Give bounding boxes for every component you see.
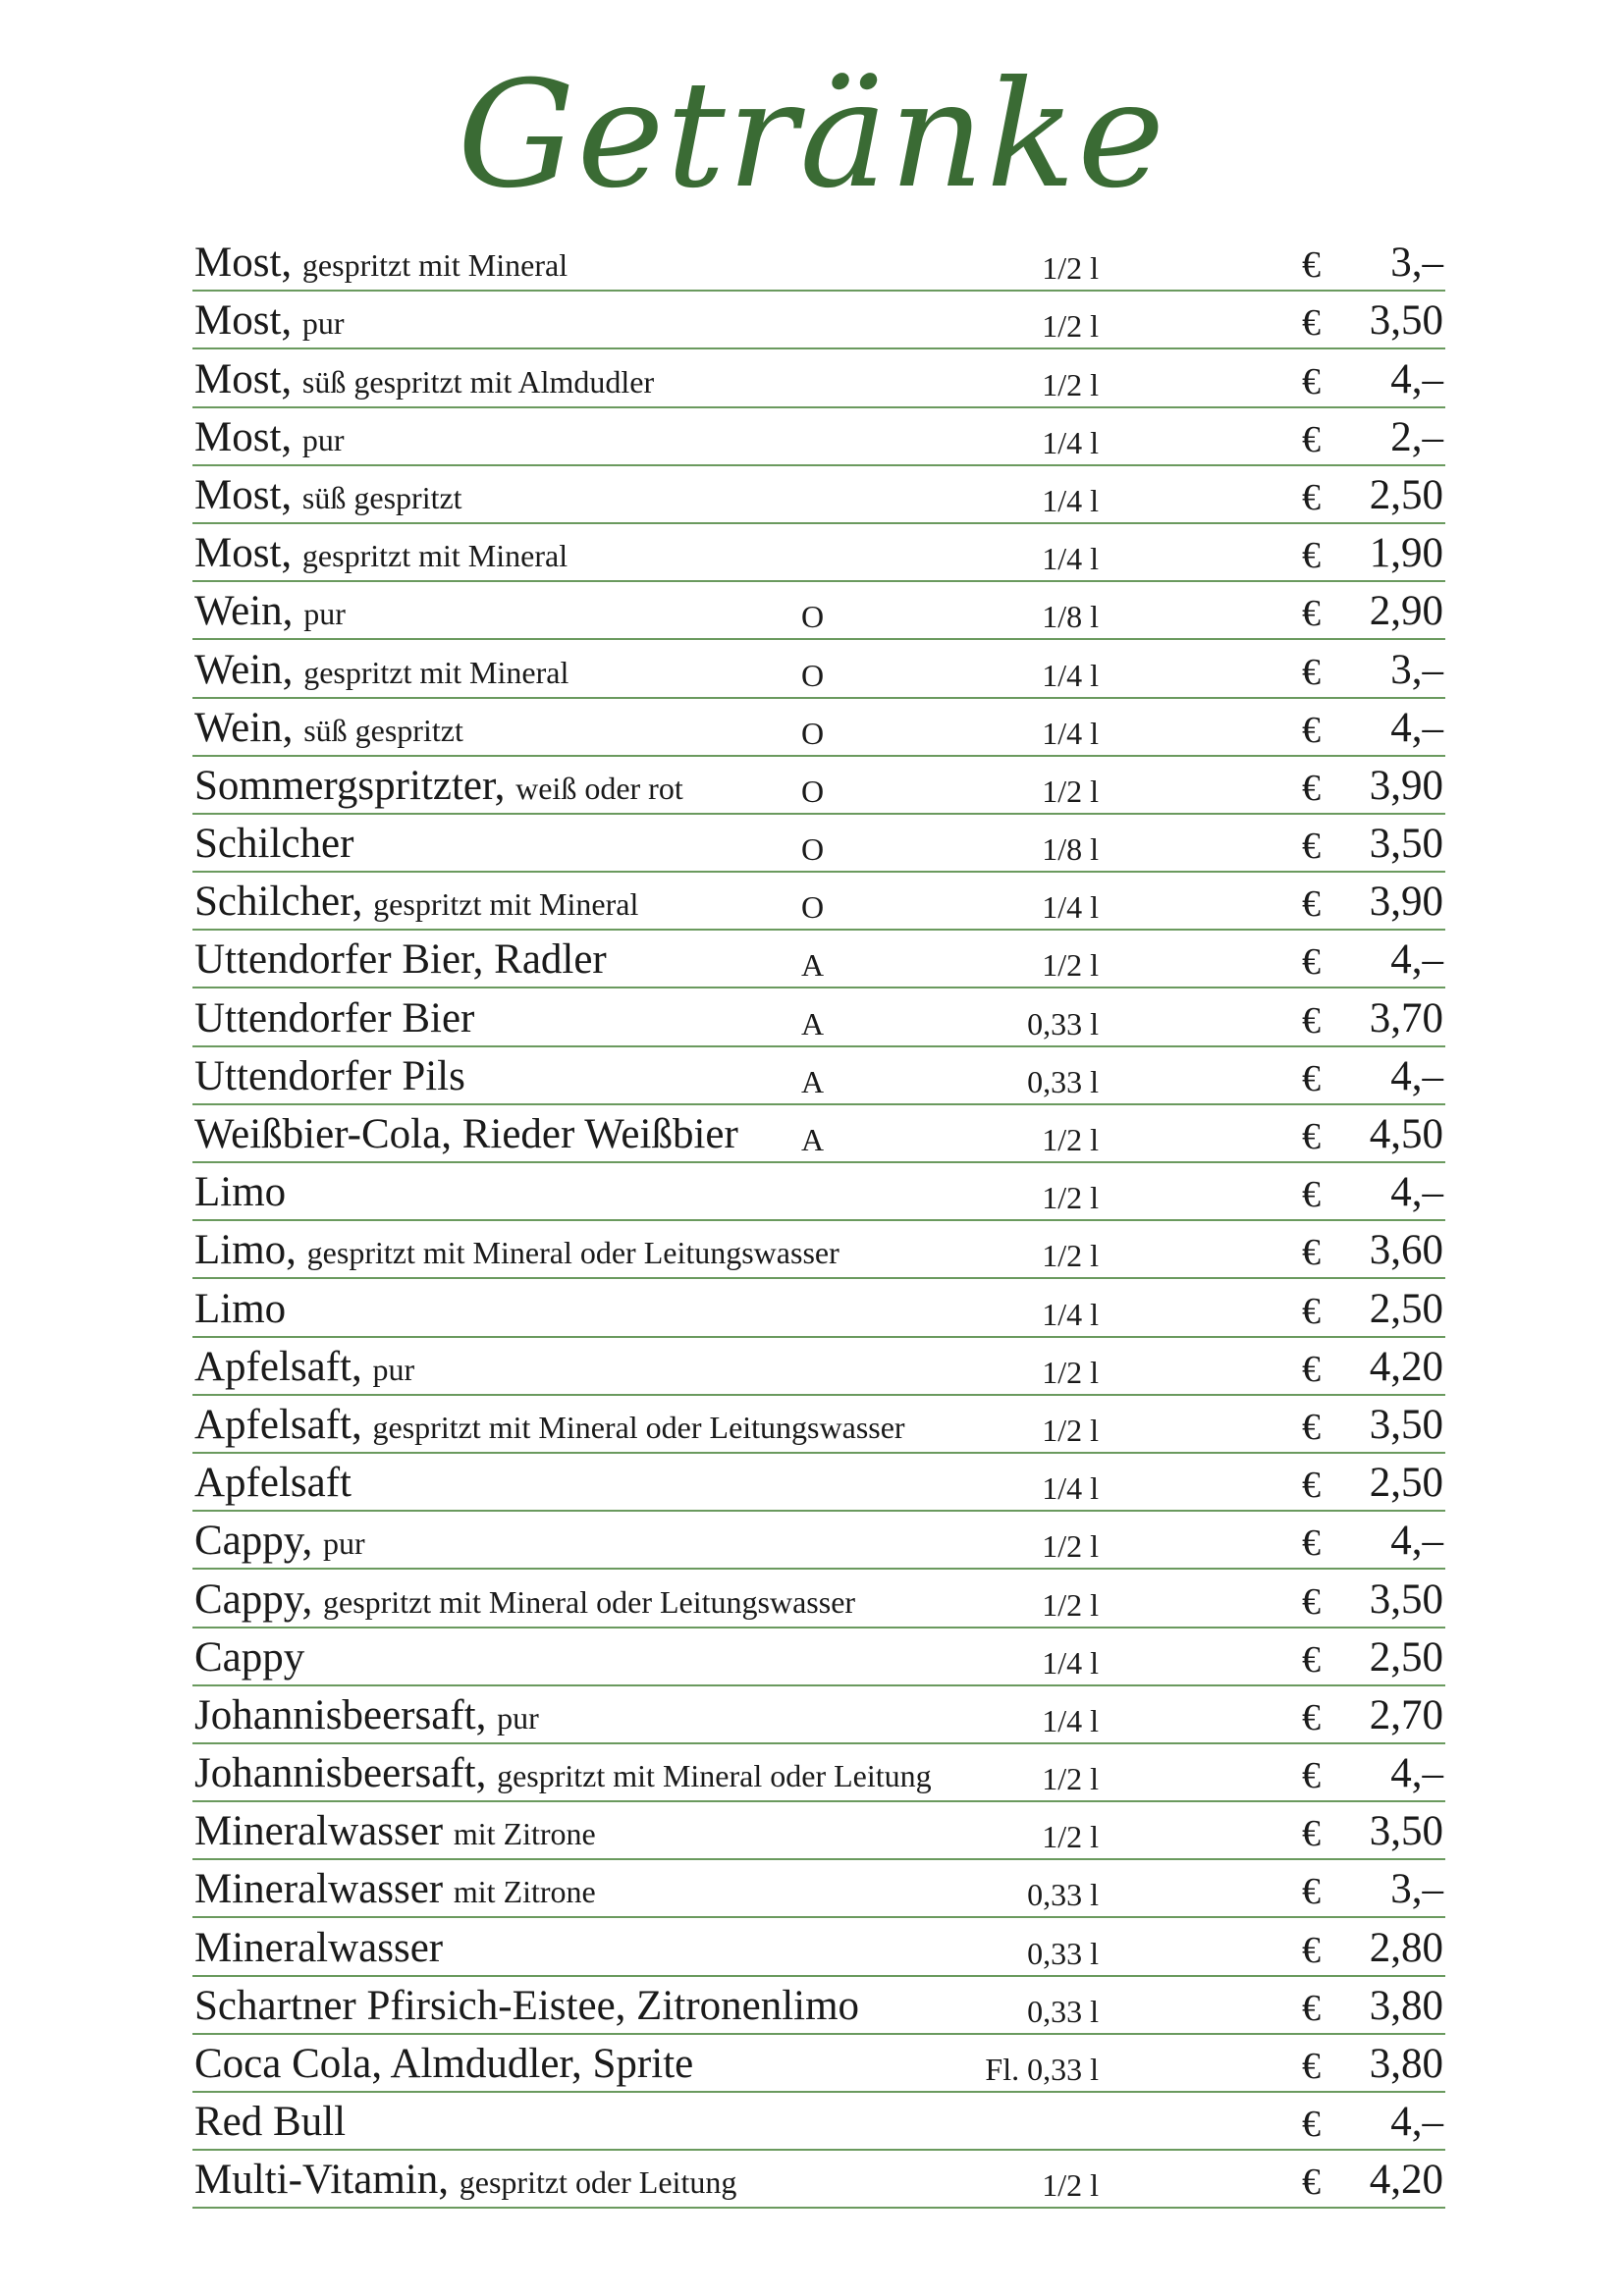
item-name-cell xyxy=(194,1460,352,1507)
item-category-mark: O xyxy=(801,773,825,809)
currency-symbol: € xyxy=(1302,1987,1321,2029)
menu-row xyxy=(192,1105,1445,1163)
item-price: 2,50 xyxy=(1369,1460,1443,1507)
item-name-cell xyxy=(194,1691,539,1738)
item-price: 2,50 xyxy=(1369,1285,1443,1332)
item-description: süß gespritzt xyxy=(301,479,462,515)
item-name-cell xyxy=(194,1750,932,1797)
item-price: 3,70 xyxy=(1369,994,1443,1041)
item-price: 4,– xyxy=(1390,1518,1443,1565)
item-size: 1/2 l xyxy=(1042,773,1099,809)
item-name-cell xyxy=(194,821,354,868)
item-size: 1/2 l xyxy=(1042,1528,1099,1565)
item-name: Wein, xyxy=(194,646,294,693)
menu-row xyxy=(192,640,1445,698)
item-name: Mineralwasser xyxy=(194,1924,444,1971)
item-name: Apfelsaft xyxy=(194,1460,352,1507)
menu-row xyxy=(192,1512,1445,1570)
currency-symbol: € xyxy=(1302,1057,1321,1099)
item-name: Mineralwasser xyxy=(194,1866,444,1913)
item-name-cell xyxy=(194,355,655,402)
item-price: 4,– xyxy=(1390,936,1443,984)
item-name-cell xyxy=(194,588,346,635)
menu-row xyxy=(192,2151,1445,2209)
currency-symbol: € xyxy=(1302,1871,1321,1913)
item-description: pur xyxy=(497,1699,539,1735)
menu-row xyxy=(192,1396,1445,1454)
menu-row xyxy=(192,524,1445,582)
menu-row xyxy=(192,815,1445,873)
item-name-cell xyxy=(194,530,568,577)
item-price: 2,– xyxy=(1390,413,1443,460)
item-price: 3,50 xyxy=(1369,1575,1443,1623)
item-description: pur xyxy=(322,1525,365,1562)
currency-symbol: € xyxy=(1302,302,1321,345)
currency-symbol: € xyxy=(1302,418,1321,460)
item-name-cell xyxy=(194,1169,287,1216)
menu-row xyxy=(192,234,1445,292)
item-price: 3,– xyxy=(1390,1866,1443,1913)
item-size: 1/4 l xyxy=(1042,541,1099,577)
item-price: 4,– xyxy=(1390,1169,1443,1216)
currency-symbol: € xyxy=(1302,535,1321,577)
item-size: 1/4 l xyxy=(1042,1702,1099,1738)
menu-title: Getränke xyxy=(457,50,1167,221)
currency-symbol: € xyxy=(1302,1755,1321,1797)
currency-symbol: € xyxy=(1302,826,1321,868)
currency-symbol: € xyxy=(1302,1813,1321,1855)
menu-row xyxy=(192,582,1445,640)
item-description: gespritzt mit Mineral xyxy=(301,538,568,574)
item-size: 0,33 l xyxy=(1027,1005,1099,1041)
item-description: gespritzt mit Mineral xyxy=(303,654,569,690)
item-size: 1/2 l xyxy=(1042,366,1099,402)
menu-row xyxy=(192,1744,1445,1802)
item-name: Most, xyxy=(194,355,293,402)
item-name-cell xyxy=(194,1633,305,1681)
menu-row xyxy=(192,349,1445,407)
menu-row xyxy=(192,466,1445,524)
menu-row xyxy=(192,292,1445,349)
item-name: Most, xyxy=(194,297,293,345)
currency-symbol: € xyxy=(1302,999,1321,1041)
item-description: süß gespritzt xyxy=(303,712,463,748)
menu-row xyxy=(192,1570,1445,1628)
currency-symbol: € xyxy=(1302,244,1321,287)
currency-symbol: € xyxy=(1302,941,1321,984)
item-size: 1/2 l xyxy=(1042,1122,1099,1157)
item-name: Uttendorfer Bier xyxy=(194,994,475,1041)
currency-symbol: € xyxy=(1302,2104,1321,2146)
item-size: 1/2 l xyxy=(1042,1354,1099,1390)
currency-symbol: € xyxy=(1302,1232,1321,1274)
item-name: Uttendorfer Bier, Radler xyxy=(194,936,607,984)
item-description: gespritzt mit Mineral oder Leitungswasser xyxy=(306,1235,839,1271)
item-description: gespritzt mit Mineral xyxy=(301,247,568,284)
item-name-cell xyxy=(194,2043,693,2085)
currency-symbol: € xyxy=(1302,1929,1321,1971)
item-name: Apfelsaft, xyxy=(194,1401,362,1448)
menu-row xyxy=(192,1221,1445,1279)
item-category-mark: A xyxy=(801,1122,825,1157)
item-category-mark: A xyxy=(801,947,825,984)
item-name-cell xyxy=(194,1866,596,1913)
item-description: pur xyxy=(303,596,346,632)
item-name: Johannisbeersaft, xyxy=(194,1750,487,1797)
item-name: Schartner Pfirsich-Eistee, Zitronenlimo xyxy=(194,1982,860,2029)
item-category-mark: O xyxy=(801,715,825,751)
currency-symbol: € xyxy=(1302,1638,1321,1681)
item-description: weiß oder rot xyxy=(515,770,683,806)
item-price: 3,80 xyxy=(1369,2041,1443,2087)
item-size: 1/4 l xyxy=(1042,657,1099,693)
item-category-mark: O xyxy=(801,657,825,693)
item-size: 1/2 l xyxy=(1042,308,1099,345)
item-price: 3,90 xyxy=(1369,879,1443,926)
item-category-mark: O xyxy=(801,889,825,926)
item-price: 3,– xyxy=(1390,646,1443,693)
currency-symbol: € xyxy=(1302,651,1321,693)
item-size: 1/2 l xyxy=(1042,947,1099,984)
item-name-cell xyxy=(194,1113,738,1155)
item-size: 0,33 l xyxy=(1027,1935,1099,1971)
currency-symbol: € xyxy=(1302,883,1321,926)
item-name-cell xyxy=(194,240,568,287)
item-description: gespritzt mit Mineral oder Leitungswasser xyxy=(372,1409,905,1445)
currency-symbol: € xyxy=(1302,1580,1321,1623)
item-name-cell xyxy=(194,1285,287,1332)
item-name-cell xyxy=(194,471,462,518)
currency-symbol: € xyxy=(1302,1348,1321,1390)
item-price: 4,– xyxy=(1390,355,1443,402)
item-description: mit Zitrone xyxy=(453,1816,596,1852)
item-name: Coca Cola, Almdudler, Sprite xyxy=(194,2041,694,2087)
item-price: 2,50 xyxy=(1369,1633,1443,1681)
item-name-cell xyxy=(194,1808,596,1855)
item-price: 3,90 xyxy=(1369,762,1443,809)
item-name-cell xyxy=(194,2157,737,2204)
item-category-mark: A xyxy=(801,1005,825,1041)
item-size: 0,33 l xyxy=(1027,1877,1099,1913)
currency-symbol: € xyxy=(1302,1290,1321,1332)
menu-row xyxy=(192,1918,1445,1976)
item-price: 3,– xyxy=(1390,240,1443,287)
item-price: 2,80 xyxy=(1369,1924,1443,1971)
item-description: gespritzt mit Mineral oder Leitung xyxy=(497,1758,932,1794)
item-name-cell xyxy=(194,762,683,809)
item-price: 2,70 xyxy=(1369,1691,1443,1738)
item-name-cell xyxy=(194,297,345,345)
item-category-mark: O xyxy=(801,599,825,635)
menu-row xyxy=(192,1454,1445,1512)
item-size: 1/2 l xyxy=(1042,1412,1099,1448)
currency-symbol: € xyxy=(1302,1522,1321,1565)
item-price: 3,60 xyxy=(1369,1227,1443,1274)
item-name: Most, xyxy=(194,530,293,577)
currency-symbol: € xyxy=(1302,2162,1321,2204)
menu-row xyxy=(192,2093,1445,2151)
item-description: gespritzt mit Mineral oder Leitungswasser xyxy=(322,1583,856,1620)
item-name-cell xyxy=(194,879,639,926)
menu-row xyxy=(192,1338,1445,1396)
currency-symbol: € xyxy=(1302,360,1321,402)
item-price: 4,– xyxy=(1390,1052,1443,1099)
item-name-cell xyxy=(194,2099,347,2146)
item-name: Red Bull xyxy=(194,2099,347,2146)
item-price: 3,50 xyxy=(1369,1808,1443,1855)
menu-row xyxy=(192,1977,1445,2035)
currency-symbol: € xyxy=(1302,1465,1321,1507)
menu-row xyxy=(192,1279,1445,1337)
item-size: 1/4 l xyxy=(1042,889,1099,926)
item-size: 1/4 l xyxy=(1042,1644,1099,1681)
item-name-cell xyxy=(194,1518,365,1565)
item-name: Mineralwasser xyxy=(194,1808,444,1855)
item-name: Weißbier-Cola, Rieder Weißbier xyxy=(194,1111,738,1157)
currency-symbol: € xyxy=(1302,1696,1321,1738)
item-price: 3,50 xyxy=(1369,1401,1443,1448)
item-size: 1/4 l xyxy=(1042,1296,1099,1332)
menu-row xyxy=(192,699,1445,757)
menu-row xyxy=(192,1802,1445,1860)
item-name: Most, xyxy=(194,413,293,460)
item-price: 3,80 xyxy=(1369,1982,1443,2029)
item-name-cell xyxy=(194,1924,444,1971)
item-name-cell xyxy=(194,1575,856,1623)
menu-row xyxy=(192,1860,1445,1918)
item-description: süß gespritzt mit Almdudler xyxy=(301,363,655,400)
menu-row xyxy=(192,757,1445,815)
item-category-mark: O xyxy=(801,831,825,868)
item-price: 2,90 xyxy=(1369,588,1443,635)
item-size: 1/2 l xyxy=(1042,2167,1099,2204)
item-description: pur xyxy=(372,1351,415,1387)
menu-row xyxy=(192,1629,1445,1686)
menu-row xyxy=(192,873,1445,931)
item-name-cell xyxy=(194,704,463,751)
drinks-list xyxy=(192,234,1445,2209)
item-description: pur xyxy=(301,305,345,342)
item-size: 1/4 l xyxy=(1042,1470,1099,1507)
item-name: Sommergspritzter, xyxy=(194,762,506,809)
item-size: 1/8 l xyxy=(1042,599,1099,635)
item-name: Limo, xyxy=(194,1227,297,1274)
item-price: 2,50 xyxy=(1369,471,1443,518)
item-size: 1/2 l xyxy=(1042,1761,1099,1797)
item-size: 1/4 l xyxy=(1042,482,1099,518)
item-description: gespritzt mit Mineral xyxy=(373,886,639,923)
currency-symbol: € xyxy=(1302,476,1321,518)
item-name-cell xyxy=(194,936,607,984)
menu-row xyxy=(192,988,1445,1046)
item-name-cell xyxy=(194,646,569,693)
item-size: 1/2 l xyxy=(1042,1819,1099,1855)
item-name-cell xyxy=(194,1343,415,1390)
item-name: Multi-Vitamin, xyxy=(194,2157,449,2204)
menu-row xyxy=(192,2035,1445,2093)
menu-row xyxy=(192,1686,1445,1744)
item-description: gespritzt oder Leitung xyxy=(459,2164,737,2201)
item-name: Apfelsaft, xyxy=(194,1343,362,1390)
currency-symbol: € xyxy=(1302,709,1321,751)
item-price: 3,50 xyxy=(1369,821,1443,868)
item-price: 4,– xyxy=(1390,2099,1443,2146)
menu-row xyxy=(192,1047,1445,1105)
item-description: mit Zitrone xyxy=(453,1874,596,1910)
item-name: Most, xyxy=(194,471,293,518)
item-price: 3,50 xyxy=(1369,297,1443,345)
currency-symbol: € xyxy=(1302,1406,1321,1448)
item-name: Wein, xyxy=(194,704,294,751)
item-price: 4,20 xyxy=(1369,2157,1443,2204)
menu-row xyxy=(192,408,1445,466)
item-size: 1/2 l xyxy=(1042,1586,1099,1623)
item-price: 4,– xyxy=(1390,704,1443,751)
item-price: 1,90 xyxy=(1369,530,1443,577)
menu-row xyxy=(192,1163,1445,1221)
item-name: Johannisbeersaft, xyxy=(194,1691,487,1738)
item-size: 1/4 l xyxy=(1042,715,1099,751)
item-category-mark: A xyxy=(801,1063,825,1099)
item-name: Wein, xyxy=(194,588,294,635)
item-name: Schilcher xyxy=(194,821,354,868)
item-name-cell xyxy=(194,1401,905,1448)
item-price: 4,20 xyxy=(1369,1343,1443,1390)
item-price: 4,– xyxy=(1390,1750,1443,1797)
item-name: Most, xyxy=(194,240,293,287)
item-name: Schilcher, xyxy=(194,879,363,926)
currency-symbol: € xyxy=(1302,767,1321,809)
item-name: Limo xyxy=(194,1169,287,1216)
item-name: Cappy, xyxy=(194,1518,313,1565)
item-size: 1/4 l xyxy=(1042,424,1099,460)
item-size: 1/2 l xyxy=(1042,1238,1099,1274)
item-price: 4,50 xyxy=(1369,1111,1443,1157)
item-size: 1/2 l xyxy=(1042,250,1099,287)
item-size: 0,33 l xyxy=(1027,1993,1099,2029)
currency-symbol: € xyxy=(1302,593,1321,635)
item-size: 1/2 l xyxy=(1042,1180,1099,1216)
item-name-cell xyxy=(194,1982,860,2029)
item-name-cell xyxy=(194,994,475,1041)
currency-symbol: € xyxy=(1302,1116,1321,1157)
item-name: Cappy xyxy=(194,1633,305,1681)
item-name-cell xyxy=(194,1227,839,1274)
item-description: pur xyxy=(301,421,345,457)
menu-row xyxy=(192,931,1445,988)
item-size: Fl. 0,33 l xyxy=(985,2052,1099,2087)
item-name-cell xyxy=(194,413,345,460)
currency-symbol: € xyxy=(1302,1174,1321,1216)
item-name-cell xyxy=(194,1052,465,1099)
item-name: Limo xyxy=(194,1285,287,1332)
item-name: Uttendorfer Pils xyxy=(194,1052,465,1099)
item-name: Cappy, xyxy=(194,1575,313,1623)
currency-symbol: € xyxy=(1302,2046,1321,2087)
item-size: 0,33 l xyxy=(1027,1063,1099,1099)
item-size: 1/8 l xyxy=(1042,831,1099,868)
